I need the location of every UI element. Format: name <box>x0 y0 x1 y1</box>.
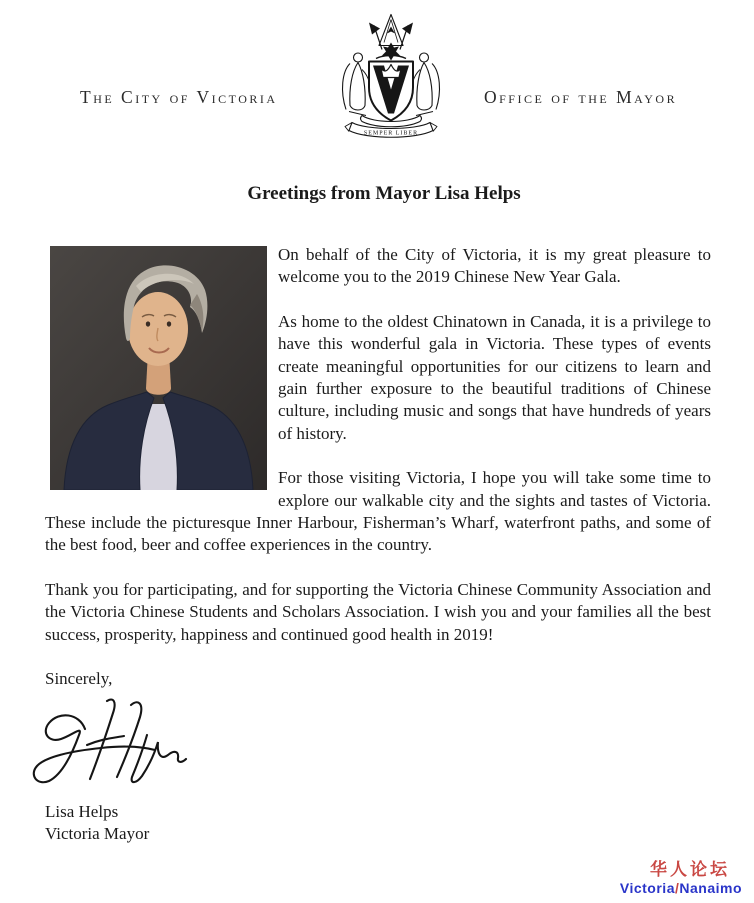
city-of-victoria-crest-icon <box>336 13 446 138</box>
paragraph-1: On behalf of the City of Victoria, it is my great pleasure to welcome you to the 2019 Chinese New Year Gala. <box>278 245 711 287</box>
signer-title: Victoria Mayor <box>45 823 150 843</box>
paragraph-2: As home to the oldest Chinatown in Canada, it is a privilege to have this wonderful gala in Victoria. These types of events create meaningful opportunities for our citizens to learn and gain further exposure to the beautiful traditions of Chinese culture, including music and songs that have hundreds of years of history. <box>278 311 711 443</box>
signer-name: Lisa Helps <box>45 801 119 821</box>
mayor-portrait-photo <box>50 246 267 490</box>
watermark-chinese-text: 华人论坛 <box>650 860 730 880</box>
watermark <box>620 860 742 896</box>
handwritten-signature <box>27 695 199 791</box>
paragraph-4: Thank you for participating, and for supporting the Victoria Chinese Community Association and the Victoria Chinese Students and Scholars Association. I wish you and your families all the best success, prosperity, happiness and continued good health in 2019! <box>45 579 711 644</box>
header-right-title: Office of the Mayor <box>484 87 678 107</box>
paragraph-3: For those visiting Victoria, I hope you will take some time to explore our walkable city and the sights and tastes of Victoria. These include the picturesque Inner Harbour, Fisherman’s Wharf, waterfront paths, and some of the best food, beer and coffee experiences in the country. <box>45 468 711 555</box>
crest-motto: SEMPER LIBER <box>363 130 419 137</box>
header-left-title: The City of Victoria <box>80 87 278 107</box>
letter-body <box>45 244 711 845</box>
letter-title: Greetings from Mayor Lisa Helps <box>247 183 521 204</box>
salutation: Sincerely, <box>45 669 113 689</box>
watermark-slash: / <box>674 879 680 896</box>
watermark-region-text: Victoria/Nanaimo <box>619 879 742 896</box>
